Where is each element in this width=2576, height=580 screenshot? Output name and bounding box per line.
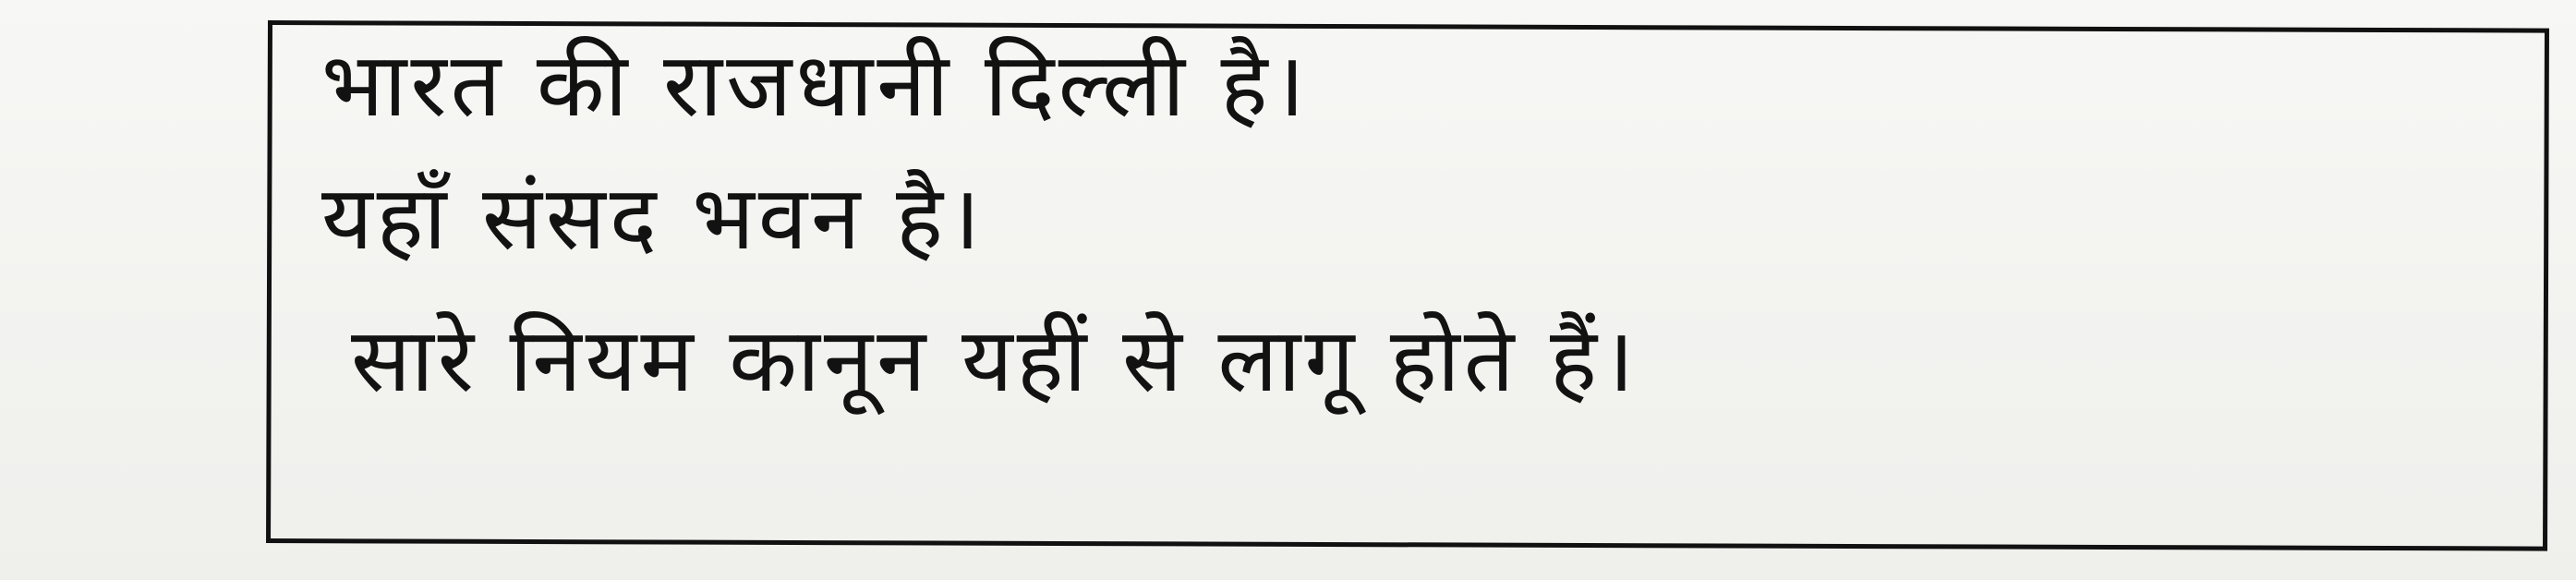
handwritten-line-2: यहाँ संसद भवन है। (321, 166, 985, 270)
handwritten-text-block (321, 20, 2446, 445)
handwritten-line-3: सारे नियम कानून यहीं से लागू होते हैं। (351, 308, 1639, 412)
handwritten-line-1: भारत की राजधानी दिल्ली है। (321, 33, 1309, 137)
